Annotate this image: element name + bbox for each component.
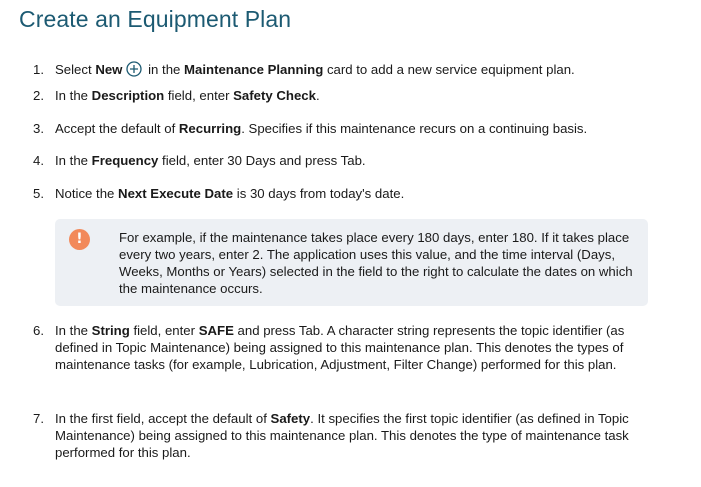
step-1: [33, 61, 663, 78]
step-text-part: card to add a new service equipment plan.: [323, 62, 575, 77]
step-number: 7.: [33, 411, 44, 426]
step-3: [33, 120, 663, 137]
info-note: [55, 219, 648, 306]
step-6: [33, 322, 663, 373]
step-7: [33, 410, 663, 461]
step-number: 6.: [33, 323, 44, 338]
step-bold-term: Frequency: [91, 153, 159, 168]
step-bold-term: Safety Check: [233, 88, 316, 103]
step-text-part: Select: [55, 62, 96, 77]
step-bold-term: String: [91, 323, 130, 338]
step-bold-term: New: [95, 62, 123, 77]
step-text: [55, 185, 663, 202]
step-text: [55, 152, 663, 169]
step-text-part: In the: [55, 153, 92, 168]
step-text-part: field, enter: [164, 88, 234, 103]
step-number: 1.: [33, 62, 44, 77]
step-text: [55, 322, 663, 373]
step-text: [55, 61, 663, 78]
step-text-part: in the: [144, 62, 185, 77]
step-text-part: In the: [55, 88, 92, 103]
step-text-part: Notice the: [55, 186, 119, 201]
note-text: For example, if the maintenance takes place every 180 days, enter 180. If it takes place every two years, enter 2. The application uses this value, and the time interval (Days, Weeks, Months or Years) selected in the field to the right to calculate the dates on which the maintenance occurs.: [119, 230, 633, 296]
step-text-part: . Specifies if this maintenance recurs on a continuing basis.: [241, 121, 588, 136]
step-number: 5.: [33, 186, 44, 201]
step-number: 4.: [33, 153, 44, 168]
info-icon: !: [69, 229, 90, 250]
step-bold-term: SAFE: [198, 323, 234, 338]
step-text-part: .: [315, 88, 320, 103]
step-text-part: field, enter: [129, 323, 199, 338]
step-text-part: In the: [55, 323, 92, 338]
step-text: [55, 410, 663, 461]
step-text-part: and press Tab. A character string represents the topic identifier (as defined in Topic Maintenance) being assigned to this maintenance plan. This denotes the types of maintenance tasks (for example, Lubrication, Adjustment, Filter Change) performed for this plan.: [55, 323, 625, 372]
step-bold-term: Maintenance Planning: [184, 62, 324, 77]
step-text-part: is 30 days from today's date.: [233, 186, 405, 201]
step-bold-term: Recurring: [178, 121, 242, 136]
step-text-part: . It specifies the first topic identifier (as defined in Topic Maintenance) being assigned to this maintenance plan. This denotes the type of maintenance task performed for this plan.: [55, 411, 629, 460]
step-text-part: field, enter 30 Days and press Tab.: [158, 153, 366, 168]
step-bold-term: Safety: [270, 411, 311, 426]
step-text: [55, 120, 663, 137]
step-4: [33, 152, 663, 169]
step-text-part: In the first field, accept the default of: [55, 411, 271, 426]
step-text: [55, 87, 663, 104]
step-number: 2.: [33, 88, 44, 103]
step-bold-term: Description: [91, 88, 165, 103]
step-number: 3.: [33, 121, 44, 136]
step-5: [33, 185, 663, 202]
step-text-part: Accept the default of: [55, 121, 179, 136]
step-bold-term: Next Execute Date: [118, 186, 234, 201]
plus-circle-icon: [126, 61, 142, 77]
step-2: [33, 87, 663, 104]
page-title: Create an Equipment Plan: [19, 6, 292, 32]
